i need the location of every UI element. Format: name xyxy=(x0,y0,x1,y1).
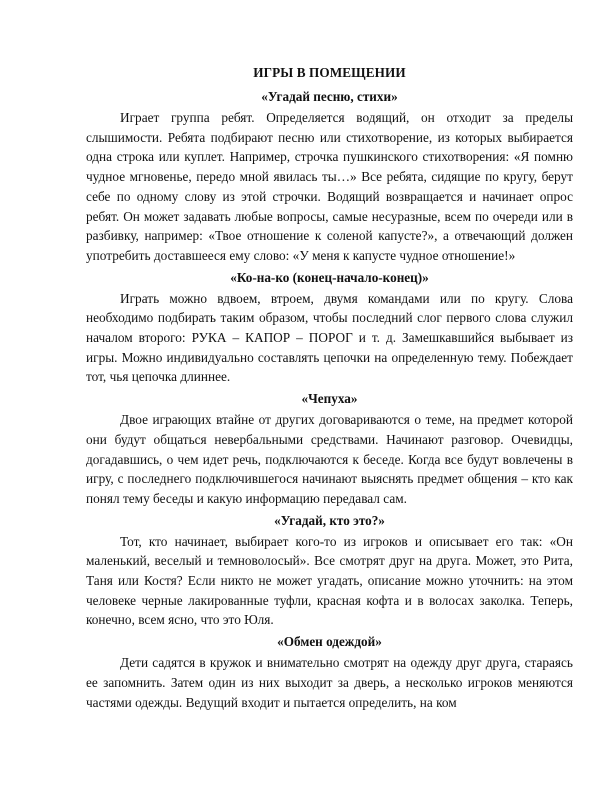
section-text-clothes-swap: Дети садятся в кружок и внимательно смотрят на одежду друг друга, стараясь ее запомнить. Затем один из них выходит за дверь, а несколько игроков меняются частями одежды. Ведущий входит и пытается определить, на ком xyxy=(86,655,573,710)
section-heading-ko-na-ko: «Ко-на-ко (конец-начало-конец)» xyxy=(230,269,429,285)
section-text-guess-who: Тот, кто начинает, выбирает кого-то из игроков и описывает его так: «Он маленький, веселый и темноволосый». Все смотрят друг на друга. Может, это Рита, Таня или Костя? Если никто не может угадать, описание можно уточнить: на этом человеке черные лакированные туфли, красная кофта и в волосах заколка. Теперь, конечно, всем ясно, что это Юля. xyxy=(86,533,573,628)
document-title: ИГРЫ В ПОМЕЩЕНИИ xyxy=(253,65,406,80)
section-heading-guess-song: «Угадай песню, стихи» xyxy=(261,89,398,104)
section-text-guess-song: Играет группа ребят. Определяется водящий, он отходит за пределы слышимости. Ребята подбирают песню или стихотворение, из которых выбирается одна строка или куплет. Например, строчка пушкинского стихотворения: «Я помню чудное мгновенье, передо мной явилась ты…» Все ребята, сидящие по кругу, берут себе по одному слову из этой строчки. Водящий возвращается и начинает опрос ребят. Он может задавать любые вопросы, самые несуразные, всем по очереди или в разбивку, например: «Твое отношение к соленой капусте?», а отвечающий должен употребить доставшееся ему слово: «У меня к капусте чудное отношение!» xyxy=(86,110,573,263)
section-heading-clothes-swap: «Обмен одеждой» xyxy=(277,634,382,650)
section-heading-guess-who: «Угадай, кто это?» xyxy=(274,512,385,528)
document-body xyxy=(86,64,573,715)
section-text-nonsense: Двое играющих втайне от других договариваются о теме, на предмет которой они будут общаться невербальными средствами. Начинают разговор. Очевидцы, догадавшись, о чем идет речь, подключаются к беседе. Когда все будут вовлечены в игру, с последнего подключившегося начинают выяснять предмет общения – кто как понял тему беседы и какую информацию передавал сам. xyxy=(86,412,573,506)
section-text-ko-na-ko: Играть можно вдвоем, втроем, двумя командами или по кругу. Слова необходимо подбирать таким образом, чтобы последний слог первого слова служил началом второго: РУКА – КАПОР – ПОРОГ и т. д. Замешкавшийся выбывает из игры. Можно индивидуально составлять цепочки на определенную тему. Побеждает тот, чья цепочка длиннее. xyxy=(86,290,573,385)
section-heading-nonsense: «Чепуха» xyxy=(301,391,358,407)
